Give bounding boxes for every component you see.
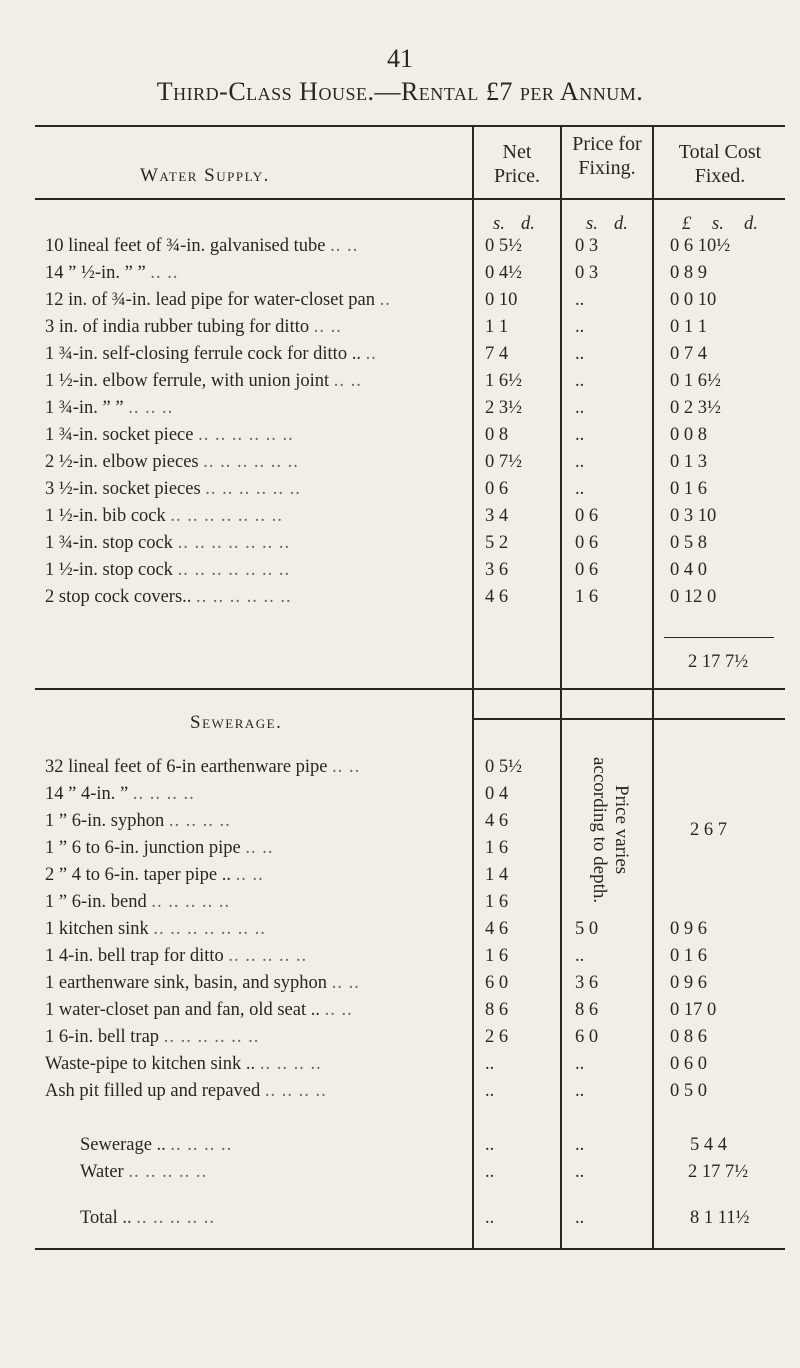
water-row-12-net: 5 2: [485, 533, 509, 553]
table-top-rule: [35, 125, 785, 127]
sewer-row-12-desc: Waste-pipe to kitchen sink .. .. .. .. ..: [45, 1054, 322, 1074]
sewer-row-10-net: 8 6: [485, 1000, 509, 1020]
summary-total-label: Total .. .. .. .. .. ..: [80, 1208, 215, 1228]
water-row-13-total: 0 4 0: [670, 560, 707, 580]
water-row-12-desc: 1 ¾-in. stop cock .. .. .. .. .. .. ..: [45, 533, 291, 553]
summary-sewerage-fix: ..: [575, 1135, 585, 1155]
water-row-10-fix: ..: [575, 479, 585, 499]
water-row-8-total: 0 0 8: [670, 425, 707, 445]
water-row-9-net: 0 7½: [485, 452, 522, 472]
water-row-11-desc: 1 ½-in. bib cock .. .. .. .. .. .. ..: [45, 506, 283, 526]
water-row-7-desc: 1 ¾-in. ” ” .. .. ..: [45, 398, 174, 418]
sewer-row-6-net: 1 6: [485, 892, 509, 912]
sewer-row-12-total: 0 6 0: [670, 1054, 707, 1074]
water-row-7-net: 2 3½: [485, 398, 522, 418]
water-row-9-total: 0 1 3: [670, 452, 707, 472]
water-row-4-total: 0 1 1: [670, 317, 707, 337]
water-row-3-net: 0 10: [485, 290, 518, 310]
water-row-14-desc: 2 stop cock covers.. .. .. .. .. .. ..: [45, 587, 292, 607]
water-row-14-fix: 1 6: [575, 587, 599, 607]
sewer-row-10-fix: 8 6: [575, 1000, 599, 1020]
sewer-row-11-net: 2 6: [485, 1027, 509, 1047]
sewer-row-7-net: 4 6: [485, 919, 509, 939]
sewer-row-1-net: 0 5½: [485, 757, 522, 777]
sewer-row-11-total: 0 8 6: [670, 1027, 707, 1047]
water-row-3-desc: 12 in. of ¾-in. lead pipe for water-closet pan ..: [45, 290, 391, 310]
water-row-2-fix: 0 3: [575, 263, 599, 283]
sewer-row-7-total: 0 9 6: [670, 919, 707, 939]
summary-water-label: Water .. .. .. .. ..: [80, 1162, 208, 1182]
sewer-row-7-fix: 5 0: [575, 919, 599, 939]
sewer-row-11-desc: 1 6-in. bell trap .. .. .. .. .. ..: [45, 1027, 260, 1047]
water-row-2-total: 0 8 9: [670, 263, 707, 283]
sewer-row-12-fix: ..: [575, 1054, 585, 1074]
page-heading: Third-Class House.—Rental £7 per Annum.: [156, 77, 644, 106]
water-subtotal: 2 17 7½: [688, 652, 749, 672]
water-row-13-fix: 0 6: [575, 560, 599, 580]
sewer-row-6-desc: 1 ” 6-in. bend .. .. .. .. ..: [45, 892, 231, 912]
water-row-7-fix: ..: [575, 398, 585, 418]
water-row-12-fix: 0 6: [575, 533, 599, 553]
water-row-13-desc: 1 ½-in. stop cock .. .. .. .. .. .. ..: [45, 560, 291, 580]
sewer-row-13-desc: Ash pit filled up and repaved .. .. .. ..: [45, 1081, 327, 1101]
water-row-8-net: 0 8: [485, 425, 509, 445]
table-bottom-rule: [35, 1248, 785, 1250]
total-cost-fixed-header: Total Cost Fixed.: [678, 141, 762, 187]
water-row-13-net: 3 6: [485, 560, 509, 580]
sewer-row-9-desc: 1 earthenware sink, basin, and syphon .. ..: [45, 973, 360, 993]
sewerage-title: Sewerage.: [190, 712, 283, 733]
water-row-9-fix: ..: [575, 452, 585, 472]
summary-water-fix: ..: [575, 1162, 585, 1182]
summary-sewerage-label: Sewerage .. .. .. .. ..: [80, 1135, 233, 1155]
summary-total-net: ..: [485, 1208, 495, 1228]
sewer-row-1-desc: 32 lineal feet of 6-in earthenware pipe .. ..: [45, 757, 361, 777]
sewer-row-10-total: 0 17 0: [670, 1000, 717, 1020]
unit-net-d: d.: [521, 214, 535, 234]
water-row-11-net: 3 4: [485, 506, 509, 526]
water-row-5-net: 7 4: [485, 344, 509, 364]
sewer-row-11-fix: 6 0: [575, 1027, 599, 1047]
sewer-row-8-net: 1 6: [485, 946, 509, 966]
water-row-5-fix: ..: [575, 344, 585, 364]
water-row-12-total: 0 5 8: [670, 533, 707, 553]
summary-total-total: 8 1 11½: [690, 1208, 750, 1228]
net-price-header: Net Price.: [493, 141, 541, 187]
water-row-10-desc: 3 ½-in. socket pieces .. .. .. .. .. ..: [45, 479, 301, 499]
water-row-5-desc: 1 ¾-in. self-closing ferrule cock for ditto .. ..: [45, 344, 377, 364]
sewer-row-9-total: 0 9 6: [670, 973, 707, 993]
water-row-6-fix: ..: [575, 371, 585, 391]
water-row-1-total: 0 6 10½: [670, 236, 731, 256]
price-for-fixing-header: Price for Fixing.: [572, 133, 642, 179]
water-row-4-net: 1 1: [485, 317, 509, 337]
sewer-row-13-fix: ..: [575, 1081, 585, 1101]
water-row-11-fix: 0 6: [575, 506, 599, 526]
water-row-6-total: 0 1 6½: [670, 371, 721, 391]
sewer-row-2-desc: 14 ” 4-in. ” .. .. .. ..: [45, 784, 195, 804]
water-row-1-net: 0 5½: [485, 236, 522, 256]
water-row-6-net: 1 6½: [485, 371, 522, 391]
water-row-5-total: 0 7 4: [670, 344, 707, 364]
sewer-row-9-net: 6 0: [485, 973, 509, 993]
sewerage-bracket-total: 2 6 7: [690, 820, 727, 840]
water-row-3-fix: ..: [575, 290, 585, 310]
sewer-row-4-net: 1 6: [485, 838, 509, 858]
col-rule-1: [472, 127, 474, 1248]
water-row-7-total: 0 2 3½: [670, 398, 721, 418]
page-number: 41: [387, 44, 413, 73]
unit-fix-s: s.: [586, 214, 598, 234]
sewer-row-8-fix: ..: [575, 946, 585, 966]
water-row-14-net: 4 6: [485, 587, 509, 607]
sewer-row-9-fix: 3 6: [575, 973, 599, 993]
unit-fix-d: d.: [614, 214, 628, 234]
sewer-row-3-desc: 1 ” 6-in. syphon .. .. .. ..: [45, 811, 231, 831]
col-rule-2: [560, 127, 562, 1248]
sewer-row-7-desc: 1 kitchen sink .. .. .. .. .. .. ..: [45, 919, 266, 939]
col-rule-3: [652, 127, 654, 1248]
unit-tot-d: d.: [744, 214, 758, 234]
header-rule: [35, 198, 785, 200]
water-row-8-desc: 1 ¾-in. socket piece .. .. .. .. .. ..: [45, 425, 294, 445]
water-row-10-net: 0 6: [485, 479, 509, 499]
sewerage-header-rule: [472, 718, 785, 720]
unit-tot-l: £: [682, 214, 692, 234]
summary-sewerage-net: ..: [485, 1135, 495, 1155]
price-varies-note: Price varies according to depth.: [589, 756, 632, 904]
summary-water-total: 2 17 7½: [688, 1162, 749, 1182]
sewer-row-2-net: 0 4: [485, 784, 509, 804]
water-row-4-fix: ..: [575, 317, 585, 337]
water-row-6-desc: 1 ½-in. elbow ferrule, with union joint .. ..: [45, 371, 362, 391]
sewer-row-13-total: 0 5 0: [670, 1081, 707, 1101]
water-row-4-desc: 3 in. of india rubber tubing for ditto .. ..: [45, 317, 342, 337]
water-row-11-total: 0 3 10: [670, 506, 717, 526]
water-supply-title: Water Supply.: [140, 165, 270, 186]
water-row-8-fix: ..: [575, 425, 585, 445]
summary-water-net: ..: [485, 1162, 495, 1182]
sewer-row-12-net: ..: [485, 1054, 495, 1074]
sewer-row-5-desc: 2 ” 4 to 6-in. taper pipe .. .. ..: [45, 865, 264, 885]
water-row-1-desc: 10 lineal feet of ¾-in. galvanised tube .. ..: [45, 236, 359, 256]
sewer-row-8-desc: 1 4-in. bell trap for ditto .. .. .. .. ..: [45, 946, 308, 966]
water-row-14-total: 0 12 0: [670, 587, 717, 607]
summary-sewerage-total: 5 4 4: [690, 1135, 727, 1155]
sewer-row-10-desc: 1 water-closet pan and fan, old seat .. .. ..: [45, 1000, 353, 1020]
water-row-2-net: 0 4½: [485, 263, 522, 283]
subtotal-rule: [664, 637, 774, 638]
unit-net-s: s.: [493, 214, 505, 234]
sewer-row-5-net: 1 4: [485, 865, 509, 885]
sewer-row-13-net: ..: [485, 1081, 495, 1101]
water-row-3-total: 0 0 10: [670, 290, 717, 310]
water-section-end-rule: [35, 688, 785, 690]
sewer-row-4-desc: 1 ” 6 to 6-in. junction pipe .. ..: [45, 838, 274, 858]
unit-tot-s: s.: [712, 214, 724, 234]
water-row-10-total: 0 1 6: [670, 479, 707, 499]
water-row-1-fix: 0 3: [575, 236, 599, 256]
water-row-9-desc: 2 ½-in. elbow pieces .. .. .. .. .. ..: [45, 452, 299, 472]
water-row-2-desc: 14 ” ½-in. ” ” .. ..: [45, 263, 179, 283]
sewer-row-8-total: 0 1 6: [670, 946, 707, 966]
sewer-row-3-net: 4 6: [485, 811, 509, 831]
summary-total-fix: ..: [575, 1208, 585, 1228]
